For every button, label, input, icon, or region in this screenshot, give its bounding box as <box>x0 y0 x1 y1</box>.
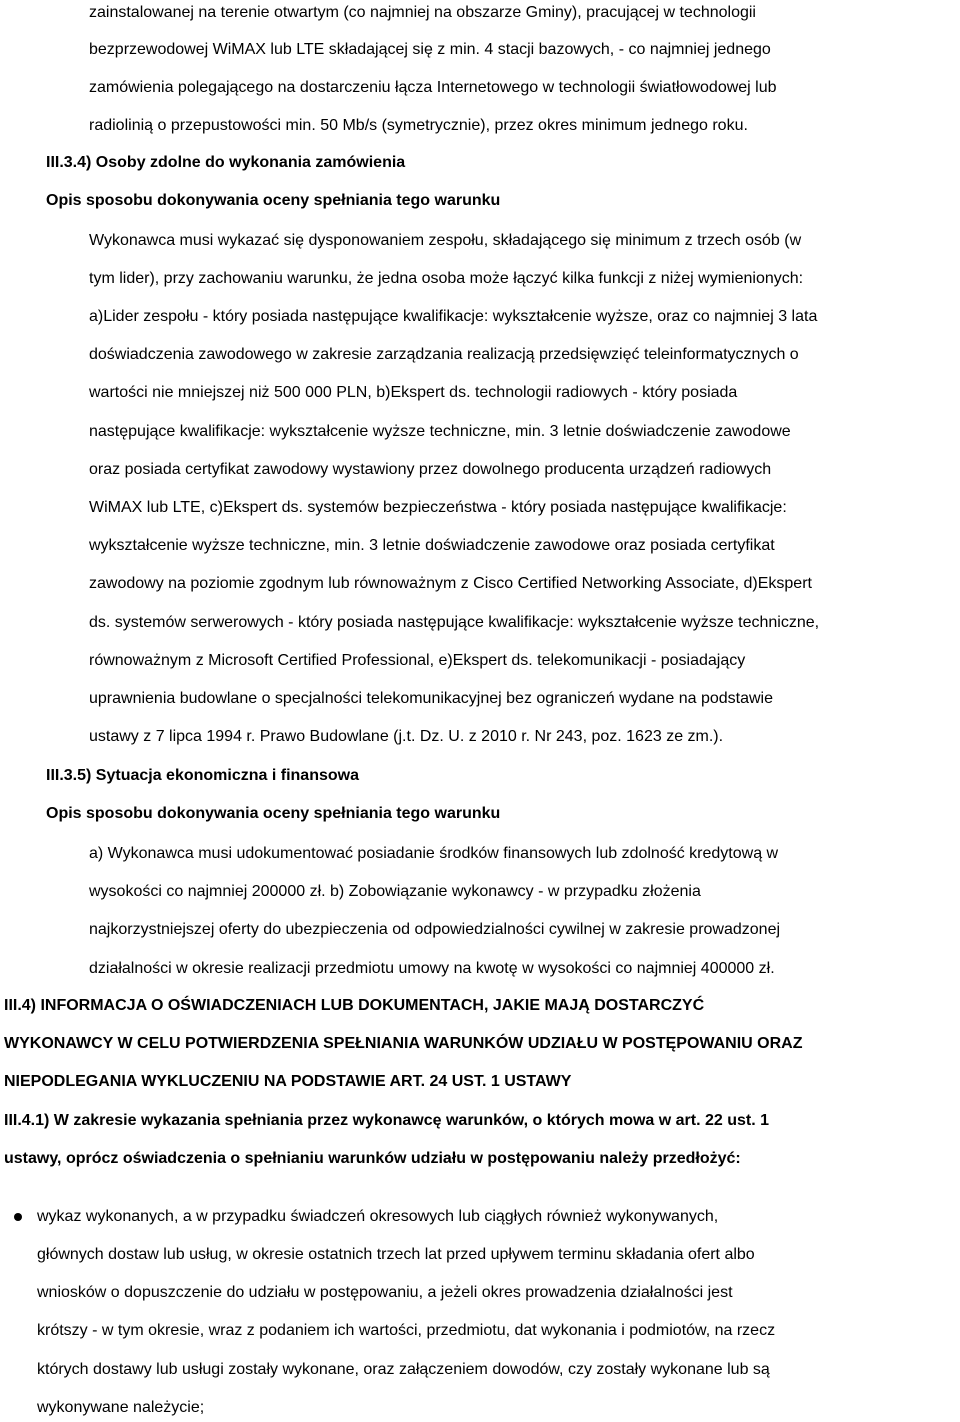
section-heading: NIEPODLEGANIA WYKLUCZENIU NA PODSTAWIE ART. 24 UST. 1 USTAWY <box>4 1073 572 1090</box>
paragraph-line: oraz posiada certyfikat zawodowy wystawiony przez dowolnego producenta urządzeń radiowych <box>89 461 772 478</box>
section-heading: III.4.1) W zakresie wykazania spełniania przez wykonawcę warunków, o których mowa w art. 22 ust. 1 <box>4 1112 770 1129</box>
paragraph-line: uprawnienia budowlane o specjalności telekomunikacyjnej bez ograniczeń wydane na podstawie <box>89 690 773 707</box>
intro-line: zainstalowanej na terenie otwartym (co najmniej na obszarze Gminy), pracującej w technologii <box>89 4 756 21</box>
paragraph-line: a)Lider zespołu - który posiada następujące kwalifikacje: wykształcenie wyższe, oraz co najmniej 3 lata <box>89 308 818 325</box>
paragraph-line: wysokości co najmniej 200000 zł. b) Zobowiązanie wykonawcy - w przypadku złożenia <box>89 883 701 900</box>
section-heading: III.3.4) Osoby zdolne do wykonania zamówienia <box>46 154 406 171</box>
paragraph-line: najkorzystniejszej oferty do ubezpieczenia od odpowiedzialności cywilnej w zakresie prowadzonej <box>89 921 781 938</box>
paragraph-line: ustawy z 7 lipca 1994 r. Prawo Budowlane (j.t. Dz. U. z 2010 r. Nr 243, poz. 1623 ze zm.). <box>89 728 724 745</box>
paragraph-line: WiMAX lub LTE, c)Ekspert ds. systemów bezpieczeństwa - który posiada następujące kwalifikacje: <box>89 499 787 516</box>
paragraph-line: równoważnym z Microsoft Certified Professional, e)Ekspert ds. telekomunikacji - posiadający <box>89 652 746 669</box>
paragraph-line: zawodowy na poziomie zgodnym lub równoważnym z Cisco Certified Networking Associate, d)Ekspert <box>89 575 812 592</box>
bullet-line: wykaz wykonanych, a w przypadku świadczeń okresowych lub ciągłych również wykonywanych, <box>37 1208 719 1225</box>
bullet-line: głównych dostaw lub usług, w okresie ostatnich trzech lat przed upływem terminu składania ofert albo <box>37 1246 755 1263</box>
paragraph-line: doświadczenia zawodowego w zakresie zarządzania realizacją przedsięwzięć teleinformatycznych o <box>89 346 799 363</box>
bullet-dot-icon <box>14 1213 22 1221</box>
paragraph-line: a) Wykonawca musi udokumentować posiadanie środków finansowych lub zdolność kredytową w <box>89 845 779 862</box>
intro-line: radiolinią o przepustowości min. 50 Mb/s (symetrycznie), przez okres minimum jednego roku. <box>89 117 748 134</box>
intro-line: bezprzewodowej WiMAX lub LTE składającej się z min. 4 stacji bazowych, - co najmniej jednego <box>89 41 771 58</box>
bullet-line: których dostawy lub usługi zostały wykonane, oraz załączeniem dowodów, czy zostały wykonane lub są <box>37 1361 770 1378</box>
paragraph-line: tym lider), przy zachowaniu warunku, że jedna osoba może łączyć kilka funkcji z niżej wymienionych: <box>89 270 804 287</box>
paragraph-line: działalności w okresie realizacji przedmiotu umowy na kwotę w wysokości co najmniej 400000 zł. <box>89 960 775 977</box>
paragraph-line: wartości nie mniejszej niż 500 000 PLN, b)Ekspert ds. technologii radiowych - który posiada <box>89 384 738 401</box>
bullet-line: wykonywane należycie; <box>37 1399 205 1416</box>
intro-line: zamówienia polegającego na dostarczeniu łącza Internetowego w technologii światłowodowej lub <box>89 79 777 96</box>
paragraph-line: wykształcenie wyższe techniczne, min. 3 letnie doświadczenie zawodowe oraz posiada certyfikat <box>89 537 775 554</box>
section-subheading: Opis sposobu dokonywania oceny spełniania tego warunku <box>46 805 501 822</box>
paragraph-line: następujące kwalifikacje: wykształcenie wyższe techniczne, min. 3 letnie doświadczenie zawodowe <box>89 423 791 440</box>
bullet-line: krótszy - w tym okresie, wraz z podaniem ich wartości, przedmiotu, dat wykonania i podmiotów, na rzecz <box>37 1322 776 1339</box>
section-heading: ustawy, oprócz oświadczenia o spełnianiu warunków udziału w postępowaniu należy przedłożyć: <box>4 1150 741 1167</box>
section-heading: III.3.5) Sytuacja ekonomiczna i finansowa <box>46 767 359 784</box>
section-heading: WYKONAWCY W CELU POTWIERDZENIA SPEŁNIANIA WARUNKÓW UDZIAŁU W POSTĘPOWANIU ORAZ <box>4 1035 803 1052</box>
bullet-line: wniosków o dopuszczenie do udziału w postępowaniu, a jeżeli okres prowadzenia działalności jest <box>37 1284 733 1301</box>
section-heading: III.4) INFORMACJA O OŚWIADCZENIACH LUB DOKUMENTACH, JAKIE MAJĄ DOSTARCZYĆ <box>4 997 705 1014</box>
paragraph-line: ds. systemów serwerowych - który posiada następujące kwalifikacje: wykształcenie wyższe techniczne, <box>89 614 820 631</box>
section-subheading: Opis sposobu dokonywania oceny spełniania tego warunku <box>46 192 501 209</box>
paragraph-line: Wykonawca musi wykazać się dysponowaniem zespołu, składającego się minimum z trzech osób (w <box>89 232 802 249</box>
